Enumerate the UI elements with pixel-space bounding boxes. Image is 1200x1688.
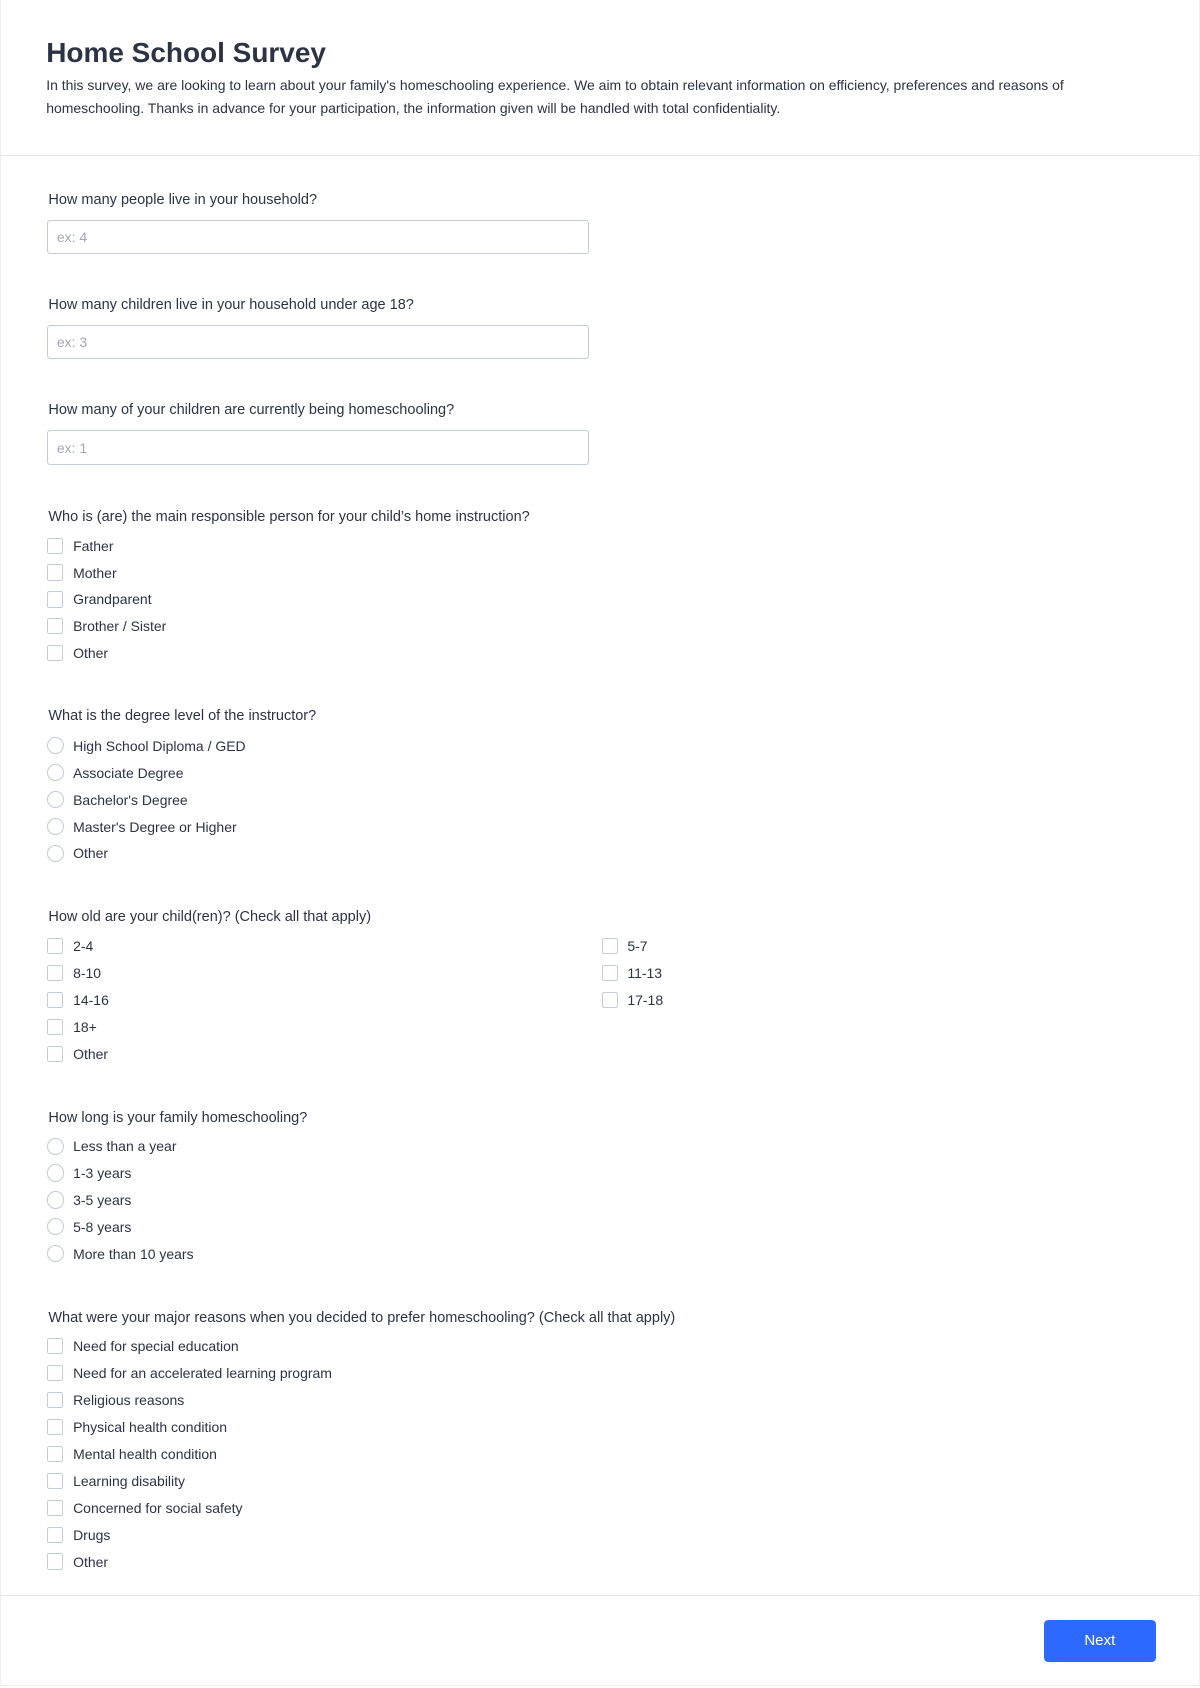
option-label: Drugs [73,1526,111,1543]
radio-option[interactable] [47,789,187,811]
option-label: 2-4 [73,937,94,954]
radio-option[interactable] [47,1135,176,1157]
question-label: Who is (are) the main responsible person for your child’s home instruction? [48,509,530,526]
option-label: 17-18 [627,991,664,1008]
checkbox-option[interactable] [47,1524,110,1546]
checkbox-option[interactable] [47,642,108,664]
checkbox-icon[interactable] [47,1473,63,1489]
checkbox-icon[interactable] [47,1527,63,1543]
checkbox-icon[interactable] [47,618,63,634]
checkbox-icon[interactable] [47,1553,63,1569]
question-label: What were your major reasons when you decided to prefer homeschooling? (Check all that apply) [48,1309,676,1326]
question-label: What is the degree level of the instructor? [48,708,317,725]
homeschooled-count-input[interactable] [47,430,588,464]
option-label: Other [73,1553,109,1570]
radio-icon[interactable] [47,1138,64,1155]
radio-icon[interactable] [47,1164,64,1181]
radio-option[interactable] [47,1189,131,1211]
radio-icon[interactable] [47,1245,64,1262]
checkbox-option[interactable] [47,935,93,957]
option-label: Religious reasons [73,1392,185,1409]
checkbox-option[interactable] [47,562,116,584]
checkbox-option[interactable] [47,1016,97,1038]
question-label: How many of your children are currently being homeschooling? [48,402,455,419]
household-size-input[interactable] [47,220,588,254]
question-label: How many people live in your household? [48,191,318,208]
checkbox-icon[interactable] [47,591,63,607]
option-label: Need for an accelerated learning program [73,1365,332,1382]
option-label: Other [73,1045,109,1062]
checkbox-icon[interactable] [47,1419,63,1435]
checkbox-icon[interactable] [47,1365,63,1381]
radio-option[interactable] [47,816,236,838]
page-title: Home School Survey [46,36,326,68]
option-label: 5-8 years [73,1218,132,1235]
checkbox-icon[interactable] [47,1019,63,1035]
radio-option[interactable] [47,1216,131,1238]
form-description: In this survey, we are looking to learn about your family's homeschooling experience. We aim to obtain relevant information on efficiency, preferences and reasons of homeschooling. Thanks in advance for your participation, the information given will be handled with total confidentiality. [46,77,1064,116]
option-label: 14-16 [73,991,109,1008]
checkbox-icon[interactable] [47,538,63,554]
checkbox-option[interactable] [47,1551,108,1573]
option-label: Brother / Sister [73,618,167,635]
radio-icon[interactable] [47,845,64,862]
form-header [1,0,1199,156]
option-label: 5-7 [627,937,648,954]
option-label: 8-10 [73,964,102,981]
checkbox-option[interactable] [47,1443,217,1465]
radio-icon[interactable] [47,791,64,808]
checkbox-option[interactable] [47,535,113,557]
radio-icon[interactable] [47,764,64,781]
radio-icon[interactable] [47,818,64,835]
checkbox-option[interactable] [47,1389,184,1411]
option-label: 3-5 years [73,1191,132,1208]
radio-option[interactable] [47,762,183,784]
option-label: Less than a year [73,1138,177,1155]
question-label: How old are your child(ren)? (Check all that apply) [48,909,372,926]
checkbox-icon[interactable] [47,965,63,981]
checkbox-option[interactable] [47,1362,332,1384]
option-label: Master's Degree or Higher [73,818,237,835]
radio-icon[interactable] [47,737,64,754]
option-label: Need for special education [73,1338,239,1355]
checkbox-icon[interactable] [47,564,63,580]
option-label: Other [73,845,109,862]
checkbox-icon[interactable] [47,938,63,954]
question-label: How many children live in your household under age 18? [48,297,414,314]
checkbox-icon[interactable] [47,1338,63,1354]
radio-option[interactable] [47,1243,193,1265]
option-label: More than 10 years [73,1245,194,1262]
checkbox-icon[interactable] [47,992,63,1008]
option-label: Associate Degree [73,764,184,781]
option-label: Other [73,645,109,662]
checkbox-option[interactable] [47,1497,242,1519]
question-label: How long is your family homeschooling? [48,1109,308,1126]
checkbox-option[interactable] [47,962,101,984]
checkbox-icon[interactable] [47,1446,63,1462]
option-label: High School Diploma / GED [73,737,246,754]
checkbox-option[interactable] [47,1043,108,1065]
checkbox-option[interactable] [602,935,648,957]
option-label: Concerned for social safety [73,1499,243,1516]
checkbox-option[interactable] [47,1336,238,1358]
option-label: Physical health condition [73,1419,228,1436]
radio-option[interactable] [47,1162,131,1184]
checkbox-option[interactable] [47,1470,185,1492]
radio-option[interactable] [47,735,245,757]
checkbox-icon[interactable] [602,992,618,1008]
checkbox-icon[interactable] [602,938,618,954]
checkbox-option[interactable] [47,616,166,638]
option-label: 1-3 years [73,1165,132,1182]
radio-icon[interactable] [47,1218,64,1235]
footer-divider [1,1595,1199,1596]
children-count-input[interactable] [47,325,588,359]
checkbox-icon[interactable] [47,645,63,661]
option-label: Father [73,537,114,554]
checkbox-option[interactable] [47,589,151,611]
checkbox-option[interactable] [602,989,664,1011]
checkbox-option[interactable] [602,962,663,984]
radio-option[interactable] [47,843,108,865]
checkbox-icon[interactable] [47,1392,63,1408]
option-label: Mother [73,564,117,581]
option-label: Mental health condition [73,1445,217,1462]
option-label: 18+ [73,1018,97,1035]
option-label: Learning disability [73,1472,186,1489]
next-button[interactable]: Next [1044,1620,1156,1662]
option-label: Bachelor's Degree [73,791,188,808]
radio-icon[interactable] [47,1191,64,1208]
checkbox-icon[interactable] [47,1046,63,1062]
checkbox-icon[interactable] [47,1500,63,1516]
option-label: 11-13 [627,964,663,981]
checkbox-option[interactable] [47,1416,227,1438]
checkbox-icon[interactable] [602,965,618,981]
option-label: Grandparent [73,591,152,608]
checkbox-option[interactable] [47,989,109,1011]
